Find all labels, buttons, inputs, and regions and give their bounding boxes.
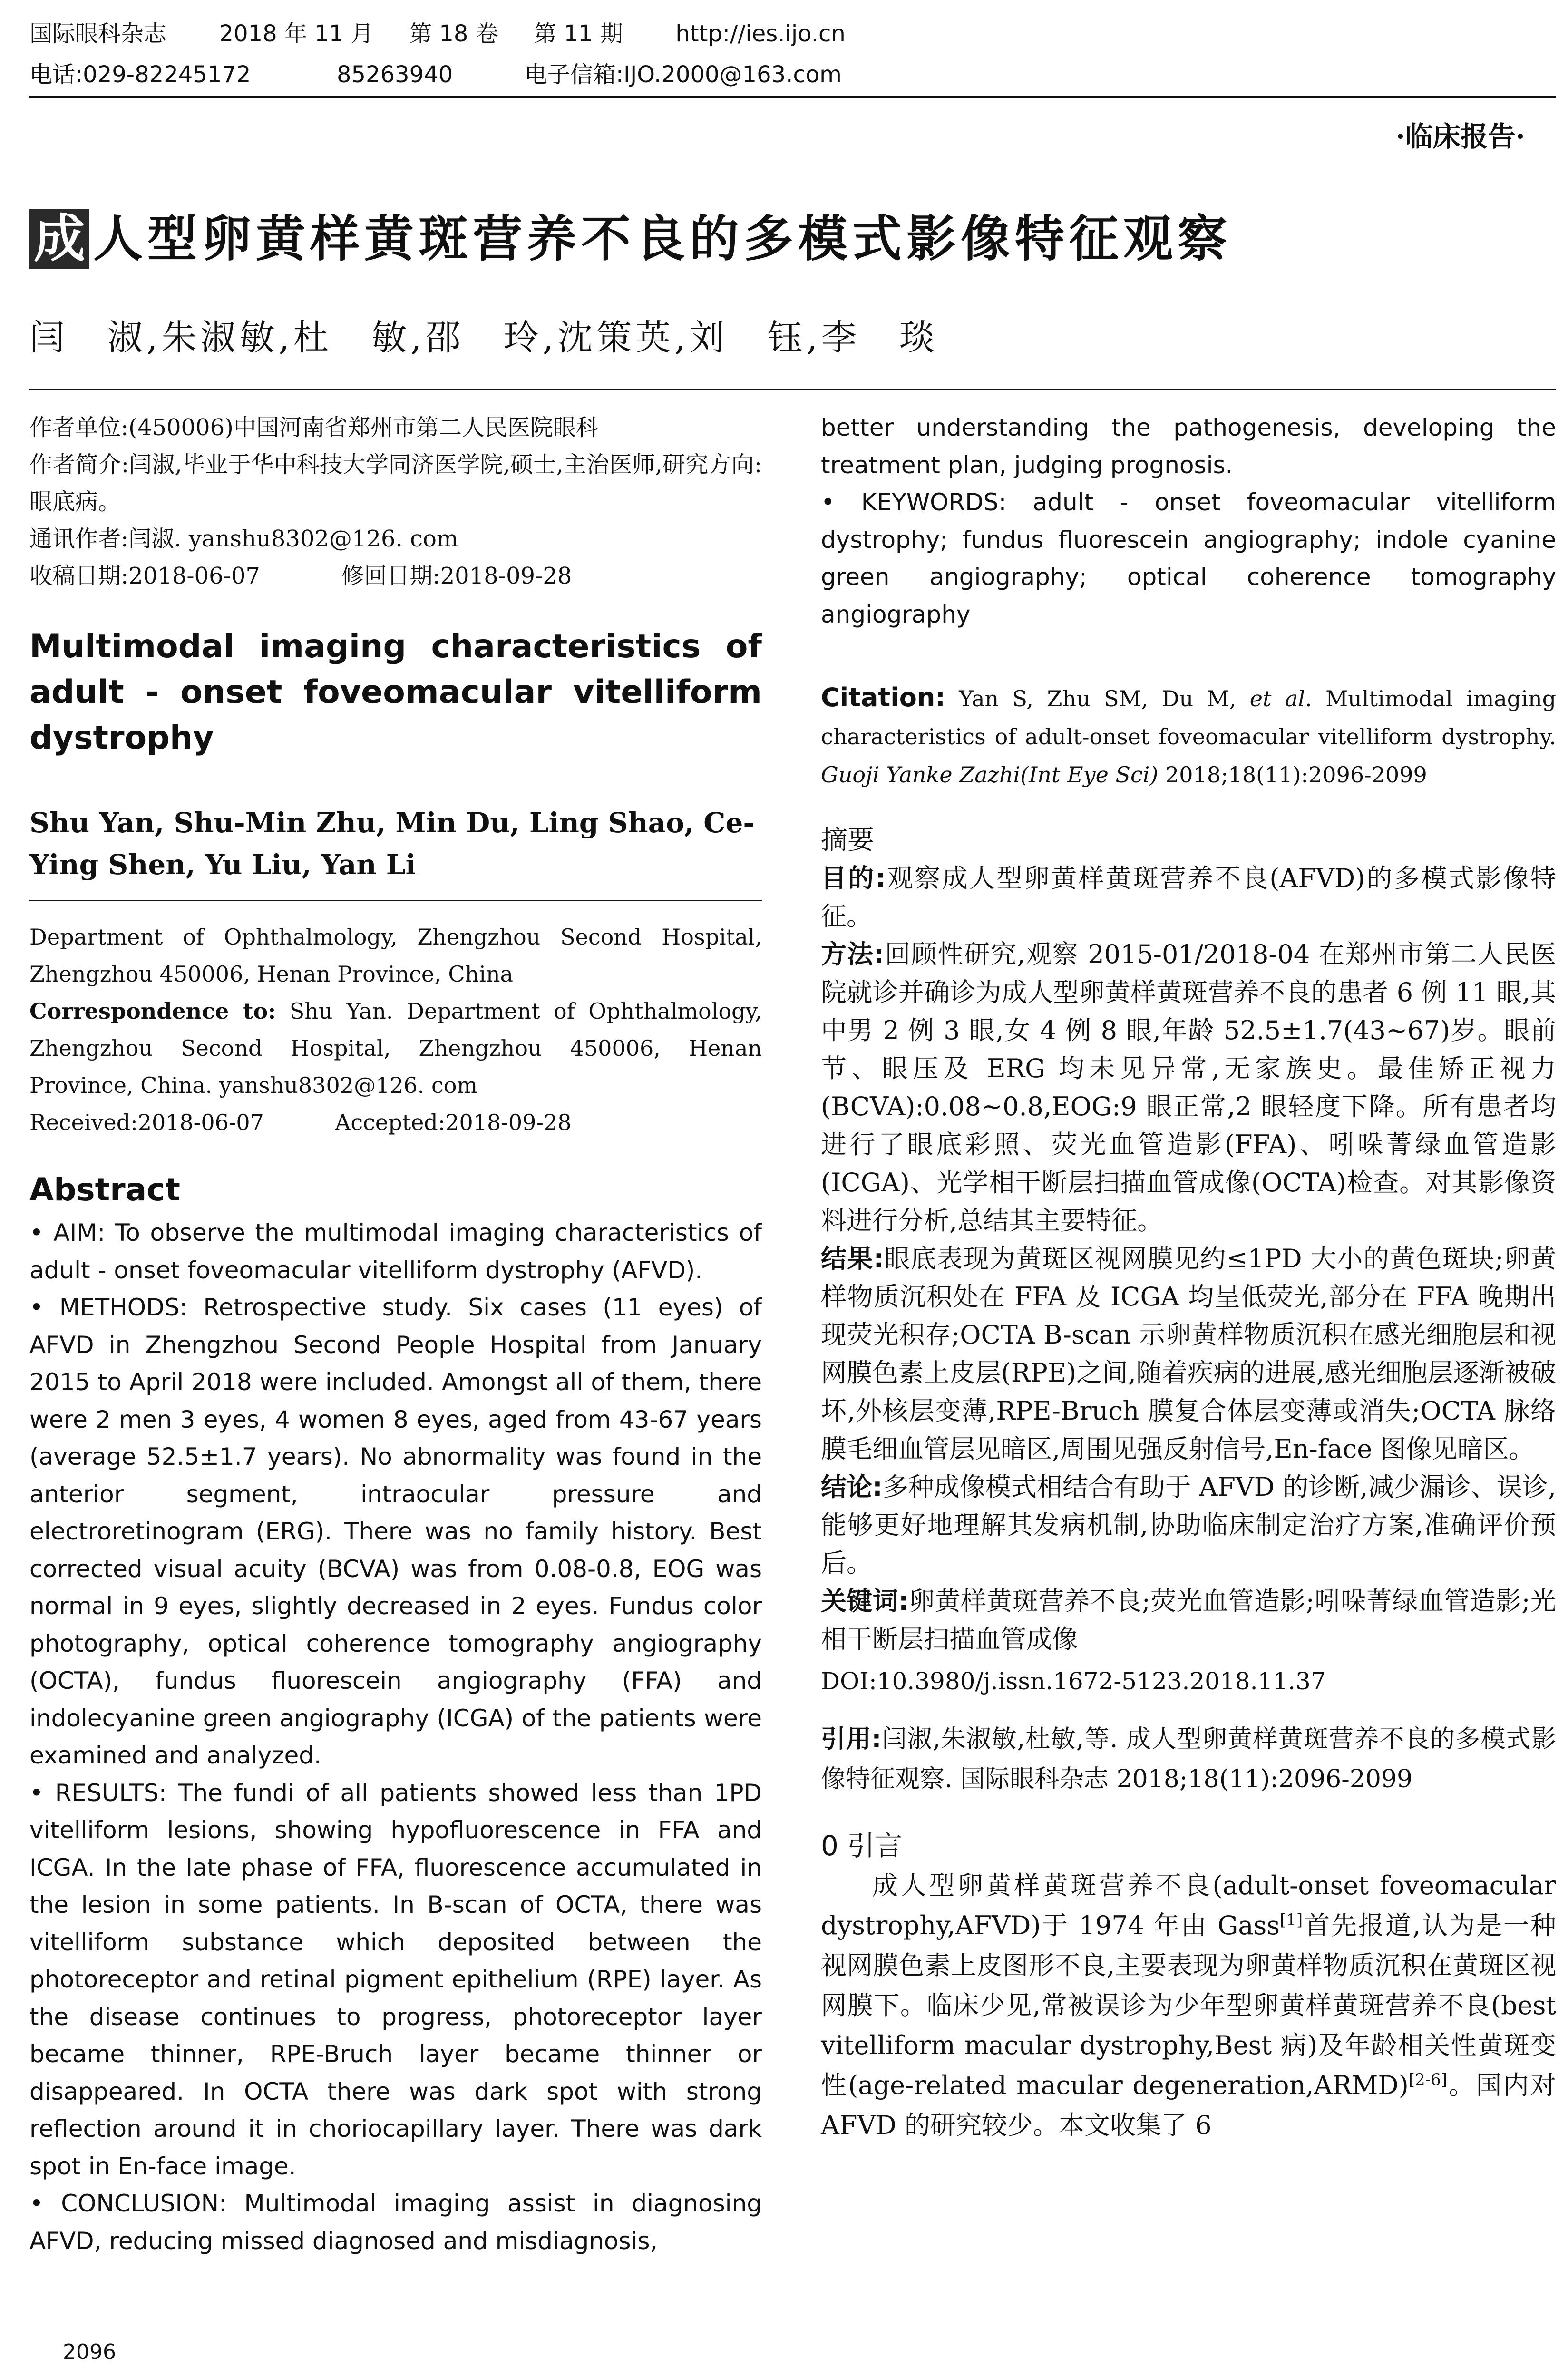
abstract-cn-results (821, 1240, 1556, 1468)
journal-header-line-2 (29, 60, 842, 89)
results-label: 结果: (821, 1244, 884, 1274)
revised-date-cn: 修回日期:2018-09-28 (341, 563, 572, 589)
right-column (821, 409, 1556, 2145)
dates-cn (29, 557, 762, 594)
citation-tail: 2018;18(11):2096-2099 (1165, 762, 1427, 788)
ref-2-6[interactable]: [2-6] (1408, 2070, 1448, 2089)
abstract-cn-conclusion (821, 1468, 1556, 1582)
cite-cn-label: 引用: (821, 1725, 882, 1754)
citation-journal: Guoji Yanke Zazhi(Int Eye Sci) (821, 762, 1159, 788)
telephone: 电话:029-82245172 (29, 61, 251, 88)
abstract-cn-aim (821, 859, 1556, 935)
conclusion-text: 多种成像模式相结合有助于 AFVD 的诊断,减少漏诊、误诊,能够更好地理解其发病机制,协助临床制定治疗方案,准确评价预后。 (821, 1472, 1556, 1578)
methods-label: 方法: (821, 939, 884, 969)
ref-1[interactable]: [1] (1279, 1910, 1303, 1929)
citation-en (821, 679, 1556, 794)
journal-name: 国际眼科杂志 (29, 20, 167, 47)
intro-text-b: 首先报道,认为是一种视网膜色素上皮图形不良,主要表现为卵黄样物质沉积在黄斑区视网膜下。临床少见,常被误诊为少年型卵黄样黄斑营养不良(best vitelliform macular dystrophy,Best 病)及年龄相关性黄斑变性(age-related macular degeneration,ARMD) (821, 1910, 1556, 2100)
citation-label: Citation: (821, 682, 945, 712)
issue-date: 2018 年 11 月 (219, 20, 374, 47)
journal-url[interactable]: http://ies.ijo.cn (675, 20, 846, 47)
abstract-heading: Abstract (29, 1171, 180, 1208)
abstract-cn-methods (821, 935, 1556, 1240)
abstract-results: • RESULTS: The fundi of all patients showed less than 1PD vitelliform lesions, showing hypofluorescence in FFA and ICGA. In the late phase of FFA, fluorescence accumulated in the lesion in some patients. In B-scan of OCTA, there was vitelliform substance which deposited between the photoreceptor and retinal pigment epithelium (RPE) layer. As the disease continues to progress, photoreceptor layer became thinner, RPE-Bruch layer became thinner or disappeared. In OCTA there was dark spot with strong reflection around it in choriocapillary layer. There was dark spot in En-face image. (29, 1779, 762, 2180)
title-first-char: 成 (29, 209, 89, 269)
methods-text: 回顾性研究,观察 2015-01/2018-04 在郑州市第二人民医院就诊并确诊为成人型卵黄样黄斑营养不良的患者 6 例 11 眼,其中男 2 例 3 眼,女 4 例 8 眼,年龄 52.5±1.7(43~67)岁。眼前节、眼压及 ERG 均未见异常,无家族史。最佳矫正视力(BCVA):0.08~0.8,EOG:9 眼正常,2 眼轻度下降。所有患者均进行了眼底彩照、荧光血管造影(FFA)、吲哚菁绿血管造影(ICGA)、光学相干断层扫描血管成像(OCTA)检查。对其影像资料进行分析,总结其主要特征。 (821, 939, 1556, 1236)
page-number: 2096 (63, 2340, 116, 2364)
keywords-text: 卵黄样黄斑营养不良;荧光血管造影;吲哚菁绿血管造影;光相干断层扫描血管成像 (821, 1586, 1556, 1654)
abstract-keywords: • KEYWORDS: adult - onset foveomacular vitelliform dystrophy; fundus fluorescein angiography; indole cyanine green angiography; optical coherence tomography angiography (821, 488, 1556, 628)
authors-rule (29, 900, 762, 901)
doi[interactable]: DOI:10.3980/j.issn.1672-5123.2018.11.37 (821, 1667, 1326, 1695)
abstract-cn-heading: 摘要 (821, 825, 874, 856)
abstract-methods: • METHODS: Retrospective study. Six cases (11 eyes) of AFVD in Zhengzhou Second People Hospital from January 2015 to April 2018 were included. Amongst all of them, there were 2 men 3 eyes, 4 women 8 eyes, aged from 43-67 years (average 52.5±1.7 years). No abnormality was found in the anterior segment, intraocular pressure and electroretinogram (ERG). There was no family history. Best corrected visual acuity (BCVA) was from 0.08-0.8, EOG was normal in 9 eyes, slightly decreased in 2 eyes. Fundus color photography, optical coherence tomography angiography (OCTA), fundus fluorescein angiography (FFA) and indolecyanine green angiography (ICGA) of the patients were examined and analyzed. (29, 1294, 762, 1769)
results-text: 眼底表现为黄斑区视网膜见约≤1PD 大小的黄色斑块;卵黄样物质沉积处在 FFA 及 ICGA 均呈低荧光,部分在 FFA 晚期出现荧光积存;OCTA B-scan 示卵黄样物质沉积在感光细胞层和视网膜色素上皮层(RPE)之间,随着疾病的进展,感光细胞层逐渐被破坏,外核层变薄,RPE-Bruch 膜复合体层变薄或消失;OCTA 脉络膜毛细血管层见暗区,周围见强反射信号,En-face 图像见暗区。 (821, 1244, 1556, 1464)
header-rule (29, 96, 1556, 98)
volume: 第 18 卷 (409, 20, 498, 47)
citation-authors: Yan S, Zhu SM, Du M, (959, 686, 1237, 711)
english-title: Multimodal imaging characteristics of adult - onset foveomacular vitelliform dystrophy (29, 628, 762, 757)
title-rule (29, 389, 1556, 390)
journal-email[interactable]: 电子信箱:IJO.2000@163.com (524, 61, 842, 88)
abstract-conclusion-part-1: • CONCLUSION: Multimodal imaging assist in diagnosing AFVD, reducing missed diagnosed and misdiagnosis, (29, 2190, 762, 2255)
intro-heading: 0 引言 (821, 1830, 903, 1862)
abstract-conclusion-part-2: better understanding the pathogenesis, developing the treatment plan, judging prognosis. (821, 414, 1556, 479)
citation-etal: et al (1249, 686, 1305, 711)
authors-cn: 闫 淑,朱淑敏,杜 敏,邵 玲,沈策英,刘 钰,李 琰 (29, 317, 939, 358)
conclusion-label: 结论: (821, 1472, 883, 1502)
author-info-cn (29, 409, 762, 594)
accepted-date-en: Accepted:2018-09-28 (335, 1110, 572, 1135)
section-tag: ·临床报告· (1395, 120, 1525, 153)
intro-text-a: 成人型卵黄样黄斑营养不良(adult-onset foveomacular dystrophy,AFVD)于 1974 年由 Gass (821, 1870, 1556, 1940)
aim-text: 观察成人型卵黄样黄斑营养不良(AFVD)的多模式影像特征。 (821, 863, 1556, 931)
journal-header-line-1 (29, 19, 846, 49)
aim-label: 目的: (821, 863, 886, 893)
dates-en (29, 1104, 762, 1141)
received-date-cn: 收稿日期:2018-06-07 (29, 563, 260, 589)
article-title: 人型卵黄样黄斑营养不良的多模式影像特征观察 (93, 210, 1232, 268)
abstract-cn-keywords (821, 1582, 1556, 1658)
correspondence (29, 993, 762, 1104)
left-column (29, 409, 762, 2260)
corresponding-author: 通讯作者:闫淑. yanshu8302@126. com (29, 526, 458, 552)
author-bio: 作者简介:闫淑,毕业于华中科技大学同济医学院,硕士,主治医师,研究方向:眼底病。 (29, 451, 762, 515)
department: Department of Ophthalmology, Zhengzhou Second Hospital, Zhengzhou 450006, Henan Province, China (29, 924, 762, 987)
issue: 第 11 期 (534, 20, 623, 47)
english-authors: Shu Yan, Shu-Min Zhu, Min Du, Ling Shao, Ce-Ying Shen, Yu Liu, Yan Li (29, 807, 755, 881)
intro-text-c: 。国内对 AFVD 的研究较少。本文收集了 6 (821, 2070, 1556, 2140)
intro-paragraph (821, 1866, 1556, 2145)
citation-title: . Multimodal imaging characteristics of adult-onset foveomacular vitelliform dystrophy. (821, 686, 1557, 750)
correspondence-label: Correspondence to: (29, 998, 276, 1024)
author-unit: 作者单位:(450006)中国河南省郑州市第二人民医院眼科 (29, 414, 599, 441)
telephone-2: 85263940 (336, 61, 453, 88)
keywords-label: 关键词: (821, 1586, 909, 1616)
abstract-aim: • AIM: To observe the multimodal imaging characteristics of adult - onset foveomacular vitelliform dystrophy (AFVD). (29, 1219, 762, 1284)
correspondence-text: Shu Yan. Department of Ophthalmology, Zhengzhou Second Hospital, Zhengzhou 450006, Henan Province, China. yanshu8302@126. com (29, 998, 762, 1098)
citation-cn (821, 1719, 1556, 1799)
department-block (29, 918, 762, 1141)
cite-cn-text: 闫淑,朱淑敏,杜敏,等. 成人型卵黄样黄斑营养不良的多模式影像特征观察. 国际眼科杂志 2018;18(11):2096-2099 (821, 1725, 1557, 1793)
received-date-en: Received:2018-06-07 (29, 1110, 264, 1135)
